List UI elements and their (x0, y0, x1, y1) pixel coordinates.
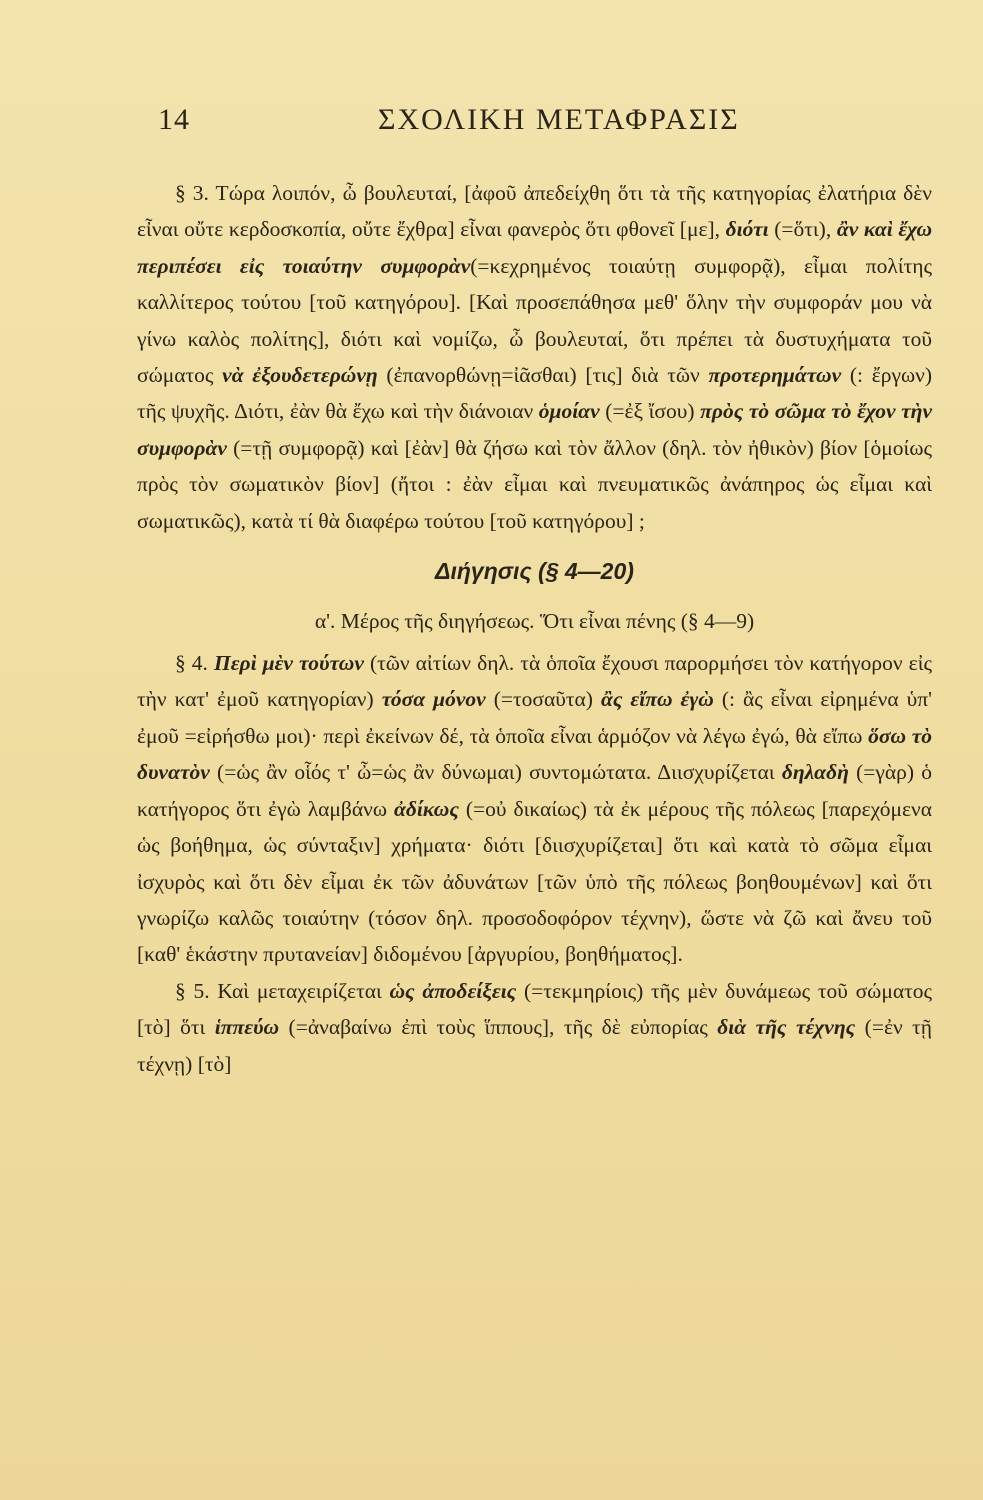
paragraph-4-text: (=οὐ δικαίως) τὰ ἐκ μέρους τῆς πόλεως [παρεχόμενα ὡς βοήθημα, ὡς σύνταξιν] χρήματα· διότι [διισχυρίζεται] ὅτι καὶ κατὰ τὸ σῶμα εἶμαι ἰσχυρὸς καὶ ὅτι δὲν εἶμαι ἐκ τῶν ἀδυνάτων [τῶν ὑπὸ τῆς πόλεως βοηθουμένων] καὶ ὅτι γνωρίζω καλῶς τοιαύτην (τόσον δηλ. προσοδοφόρον τέχνην), ὥστε νὰ ζῶ καὶ ἄνευ τοῦ [καθ' ἑκάστην πρυτανείαν] διδομένου [ἀργυρίου, βοηθήματος]. (137, 796, 933, 967)
paragraph-3-text: (=κεχρημένος τοιαύτῃ συμφορᾷ), εἶμαι πολίτης καλλίτερος τούτου [τοῦ κατηγόρου]. [Καὶ προσεπάθησα μεθ' ὅλην τὴν συμφοράν μου νὰ γίνω καλὸς πολίτης], διότι καὶ νομίζω, ὦ βουλευταί, ὅτι πρέπει τὰ δυστυχήματα τοῦ σώματος (137, 253, 932, 388)
paragraph-4-bold: δηλαδὴ (781, 760, 849, 785)
paragraph-5-text: (=ἐν τῇ τέχνῃ) [τὸ] (137, 1015, 933, 1076)
paragraph-3 (137, 175, 932, 539)
paragraph-4 (137, 645, 932, 973)
paragraph-4-bold: ἂς εἴπω ἐγὼ (600, 687, 714, 712)
paragraph-3-bold: νὰ ἐξουδετερώνῃ (222, 363, 378, 388)
page-number: 14 (158, 103, 190, 136)
paragraph-4-bold: ἀδίκως (393, 796, 459, 821)
paragraph-5-text: (=τεκμηρίοις) τῆς μὲν δυνάμεως τοῦ σώματος [τὸ] ὅτι (137, 978, 933, 1040)
paragraph-4-text: § 4. (175, 651, 208, 676)
paragraph-5-bold: διὰ τῆς τέχνης (717, 1015, 856, 1040)
running-title: ΣΧΟΛΙΚΗ ΜΕΤΑΦΡΑΣΙΣ (378, 103, 740, 136)
paragraph-4-text: (=γὰρ) ὁ κατήγορος ὅτι ἐγὼ λαμβάνω (137, 760, 933, 821)
paragraph-4-bold: Περὶ μὲν τούτων (214, 651, 364, 676)
paragraph-5-text: § 5. Καὶ μεταχειρίζεται (175, 978, 382, 1003)
paragraph-3-bold: διότι (725, 217, 769, 242)
section-subheading: α'. Μέρος τῆς διηγήσεως. Ὅτι εἶναι πένης (§ 4—9) (314, 609, 755, 634)
paragraph-3-text: (: ἔργων) τῆς ψυχῆς. Διότι, ἐὰν θὰ ἔχω καὶ τὴν διάνοιαν (137, 363, 932, 424)
paragraph-3-bold: ἂν καὶ ἔχω περιπέσει εἰς τοιαύτην συμφορὰν (137, 217, 933, 278)
paragraph-3-text: (ἐπανορθώνῃ=ἰᾶσθαι) [τις] διὰ τῶν (386, 363, 700, 388)
paragraph-3-bold: ὁμοίαν (538, 399, 600, 424)
paragraph-3-bold: πρὸς τὸ σῶμα τὸ ἔχον τὴν συμφορὰν (137, 399, 932, 460)
paragraph-4-text: (=τοσαῦτα) (493, 687, 593, 712)
paragraph-4-text: (τῶν αἰτίων δηλ. τὰ ὁποῖα ἔχουσι παρορμήσει τὸν κατήγορον εἰς τὴν κατ' ἐμοῦ κατηγορίαν) (137, 651, 932, 712)
page-header (138, 103, 928, 143)
paragraph-5-text: (=ἀναβαίνω ἐπὶ τοὺς ἵππους], τῆς δὲ εὐπορίας (288, 1015, 708, 1040)
paragraph-4-text: (: ἂς εἶναι εἰρημένα ὑπ' ἐμοῦ =εἰρήσθω μοι)· περὶ ἐκείνων δέ, τὰ ὁποῖα εἶναι ἁρμόζον νὰ λέγω ἐγώ, θὰ εἴπω (137, 687, 933, 748)
paragraph-3-text: (=ἐξ ἴσου) (605, 399, 695, 424)
paragraph-3-text: § 3. Τώρα λοιπόν, ὦ βουλευταί, [ἀφοῦ ἀπεδείχθη ὅτι τὰ τῆς κατηγορίας ἐλατήρια δὲν εἶναι οὔτε κερδοσκοπία, οὔτε ἔχθρα] εἶναι φανερὸς ὅτι φθονεῖ [με], (137, 181, 932, 242)
page-body (137, 175, 932, 1082)
paragraph-3-text: (=ὅτι), (774, 217, 832, 242)
paragraph-5 (137, 973, 932, 1082)
paragraph-4-bold: τόσα μόνον (381, 687, 486, 712)
paragraph-4-bold: ὅσω τὸ δυνατὸν (137, 723, 933, 785)
section-heading: Διήγησις (§ 4—20) (435, 558, 634, 585)
paragraph-3-text: (=τῇ συμφορᾷ) καὶ [ἐὰν] θὰ ζήσω καὶ τὸν ἄλλον (δηλ. τὸν ἠθικὸν) βίον [ὁμοίως πρὸς τὸν σωματικὸν βίον] (ἤτοι : ἐὰν εἶμαι καὶ πνευματικῶς ἀνάπηρος ὡς εἶμαι καὶ σωματικῶς), κατὰ τί θὰ διαφέρω τούτου [τοῦ κατηγόρου] ; (137, 435, 932, 533)
paragraph-5-bold: ὡς ἀποδείξεις (389, 978, 517, 1003)
paragraph-5-bold: ἱππεύω (214, 1015, 280, 1040)
paragraph-4-text: (=ὡς ἂν οἷός τ' ὦ=ὡς ἂν δύνωμαι) συντομώτατα. Διισχυρίζεται (217, 760, 775, 785)
paragraph-3-bold: προτερημάτων (708, 363, 842, 388)
